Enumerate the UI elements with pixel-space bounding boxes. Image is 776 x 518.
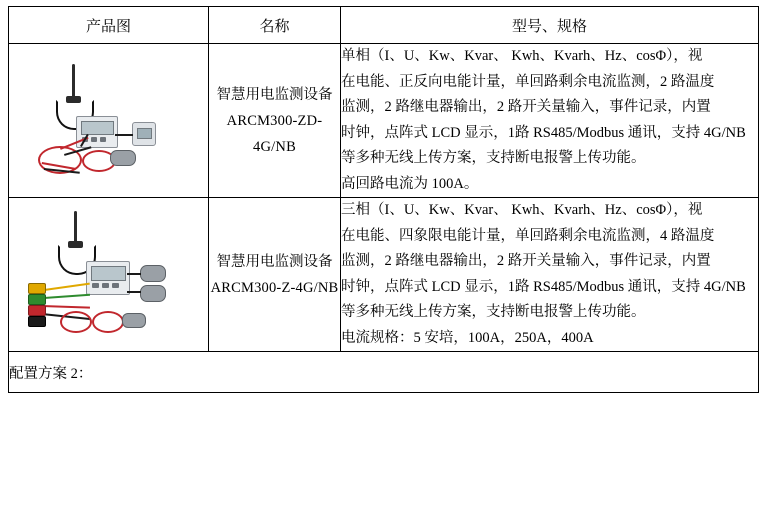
product-model-line: ARCM300-ZD-4G/NB — [226, 112, 323, 155]
document-page — [0, 6, 776, 518]
meter-device-body — [86, 261, 130, 295]
lead-wire-black — [127, 291, 141, 293]
table-row — [9, 44, 759, 198]
current-transformer-ring — [60, 311, 92, 333]
current-transformer-clamp — [122, 313, 146, 328]
spec-line: 时钟，点阵式 LCD 显示，1路 RS485/Modbus 通讯，支持 4G/NB — [341, 278, 746, 295]
terminal-green — [28, 294, 46, 305]
spec-line: 在电能、四象限电能计量，单回路剩余电流监测，4 路温度 — [341, 227, 715, 244]
config-plan-note-cell: 配置方案 2： — [9, 352, 759, 393]
spec-line: 电流规格：5 安培，100A，250A，400A — [341, 329, 594, 346]
antenna-icon — [72, 64, 75, 98]
product-image-cell-1 — [9, 44, 209, 198]
meter-button — [112, 283, 119, 288]
table-header-row — [9, 7, 759, 44]
meter-button — [100, 137, 106, 142]
antenna-icon — [74, 211, 77, 243]
spec-line: 监测，2 路继电器输出，2 路开关量输入，事件记录，内置 — [341, 99, 711, 115]
lead-wire-green — [44, 293, 90, 298]
sensor-module — [132, 122, 156, 146]
spec-line: 单相（I、U、Kw、Kvar、 Kwh、Kvarh、Hz、cosΦ），视 — [341, 48, 703, 64]
spec-line: 等多种无线上传方案，支持断电报警上传功能。 — [341, 150, 646, 166]
column-header-product-image: 产品图 — [9, 7, 209, 44]
lead-wire-black — [127, 273, 141, 275]
meter-lcd-screen — [81, 121, 114, 135]
table-row — [9, 198, 759, 352]
meter-button — [91, 137, 97, 142]
spec-line: 监测，2 路继电器输出，2 路开关量输入，事件记录，内置 — [341, 253, 711, 269]
product-model-line: ARCM300-Z-4G/NB — [210, 279, 339, 296]
terminal-red — [28, 305, 46, 316]
meter-button — [102, 283, 109, 288]
product-spec-cell-1 — [341, 44, 759, 198]
current-transformer-clamp — [110, 150, 136, 166]
table-body — [9, 44, 759, 393]
current-transformer-clamp — [140, 285, 166, 302]
lead-wire-yellow — [44, 282, 90, 290]
spec-line: 等多种无线上传方案，支持断电报警上传功能。 — [341, 304, 646, 320]
spec-line: 时钟，点阵式 LCD 显示，1路 RS485/Modbus 通讯，支持 4G/NB — [341, 124, 746, 141]
spec-line: 在电能、正反向电能计量，单回路剩余电流监测，2 路温度 — [341, 73, 715, 90]
product-illustration-arcm300-z — [14, 211, 204, 339]
product-name-cell-2 — [209, 198, 341, 352]
product-image-cell-2 — [9, 198, 209, 352]
column-header-name: 名称 — [209, 7, 341, 44]
spec-line: 高回路电流为 100A。 — [341, 175, 479, 192]
product-name-cell-1 — [209, 44, 341, 198]
module-lead-wire — [115, 134, 133, 136]
current-transformer-ring — [92, 311, 124, 333]
sensor-module-face — [137, 128, 152, 139]
product-spec-cell-2 — [341, 198, 759, 352]
meter-lcd-screen — [91, 266, 126, 281]
product-illustration-arcm300-zd — [14, 62, 204, 180]
product-name-line1: 智慧用电监测设备 — [216, 86, 333, 103]
terminal-black — [28, 316, 46, 327]
lead-wire-red — [41, 305, 89, 309]
product-name-line1: 智慧用电监测设备 — [216, 253, 333, 270]
meter-button — [92, 283, 99, 288]
spec-line: 三相（I、U、Kw、Kvar、 Kwh、Kvarh、Hz、cosΦ），视 — [341, 202, 703, 218]
column-header-model-spec: 型号、规格 — [341, 7, 759, 44]
table-header — [9, 7, 759, 44]
current-transformer-clamp — [140, 265, 166, 282]
product-spec-table — [8, 6, 759, 393]
terminal-yellow — [28, 283, 46, 294]
table-footer-row — [9, 352, 759, 393]
